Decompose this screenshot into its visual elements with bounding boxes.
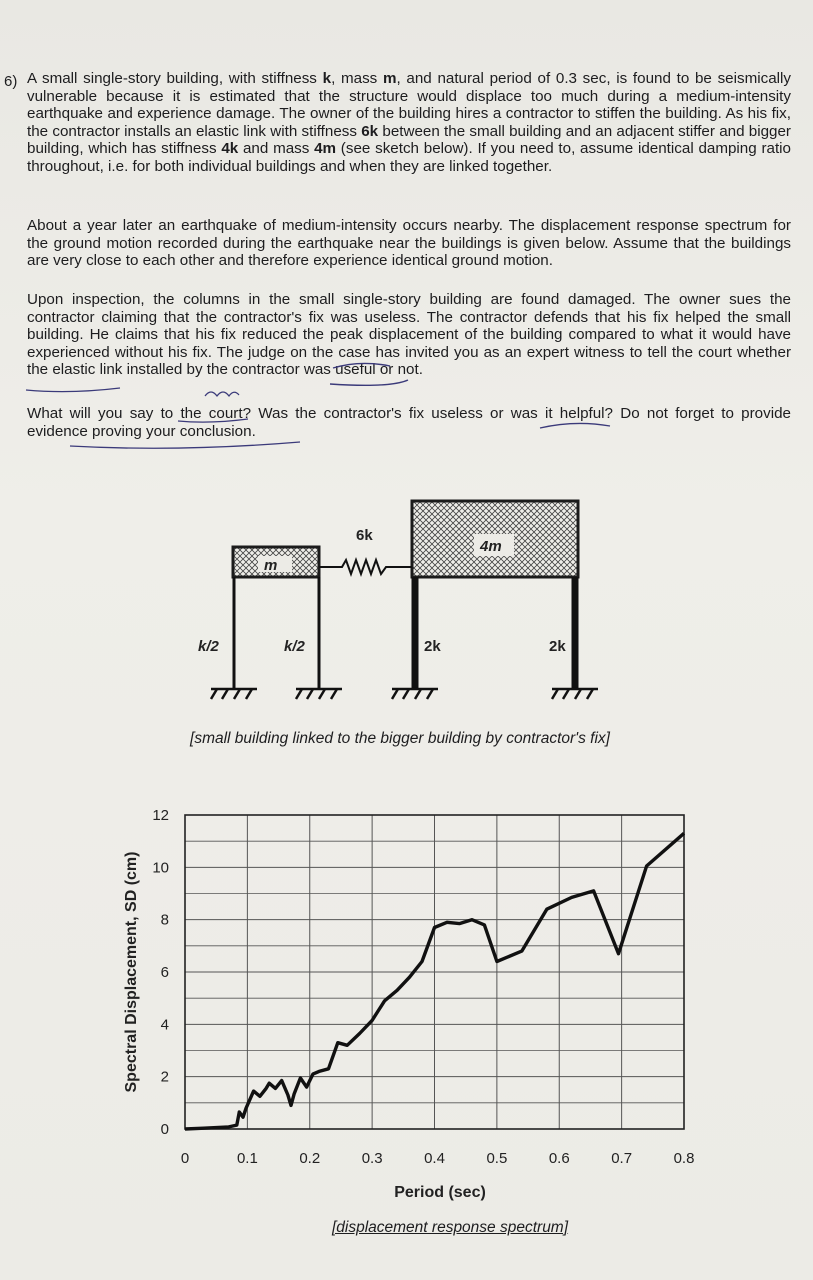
- building-sketch: [0, 490, 813, 720]
- y-tick-label: 12: [152, 807, 169, 824]
- response-spectrum-chart: [0, 790, 813, 1230]
- bold-term: m: [382, 70, 397, 87]
- y-tick-label: 2: [160, 1068, 169, 1086]
- small-mass-label: m: [264, 557, 278, 574]
- bold-term: 6k: [361, 122, 379, 140]
- tick-labels: [152, 807, 694, 1167]
- y-tick-label: 8: [160, 911, 169, 929]
- x-axis-label: Period (sec): [394, 1184, 486, 1201]
- text-run: between the small building and an adjacent stiffer and bigger building, which has stiffness: [27, 122, 791, 158]
- y-tick-label: 6: [160, 964, 169, 981]
- x-tick-label: 0.3: [361, 1150, 383, 1167]
- y-tick-label: 10: [152, 859, 169, 877]
- chart-grid: [185, 815, 684, 1129]
- text-run: , and natural period of 0.3 sec, is found to be seismically vulnerable because it is estimated that the structure would displace too much during a medium-intensity earthquake and experience damage. The owner of the building hires a contractor to stiffen the building. As his fix, the contractor installs an elastic link with stiffness: [27, 70, 791, 140]
- small-right-stiffness-label: k/2: [284, 638, 305, 655]
- y-tick-label: 0: [160, 1121, 169, 1138]
- x-tick-label: 0.6: [548, 1150, 570, 1167]
- chart-caption: [displacement response spectrum]: [331, 1219, 569, 1236]
- question-number: 6): [4, 73, 18, 90]
- text-run: and mass: [238, 140, 315, 158]
- x-tick-label: 0.5: [486, 1150, 508, 1167]
- paragraph-question: What will you say to the court? Was the contractor's fix useless or was it helpful? Do not forget to provide evidence proving your conclusion.: [27, 405, 791, 440]
- link-stiffness-label: 6k: [356, 527, 373, 544]
- text-run: , mass: [331, 70, 383, 87]
- text-run: A small single-story building, with stiffness: [27, 70, 323, 87]
- x-tick-label: 0.7: [611, 1150, 633, 1167]
- fixed-supports: [211, 689, 598, 699]
- x-tick-label: 0: [180, 1150, 190, 1167]
- small-left-stiffness-label: k/2: [198, 638, 219, 655]
- spring-link: [319, 560, 412, 574]
- large-right-stiffness-label: 2k: [549, 638, 566, 655]
- large-mass-label: 4m: [480, 538, 502, 555]
- bold-term: 4k: [221, 140, 239, 158]
- paragraph-problem-statement: [27, 70, 791, 176]
- x-tick-label: 0.8: [673, 1150, 695, 1167]
- large-left-stiffness-label: 2k: [424, 638, 441, 655]
- text-run: (see sketch below). If you need to, assume identical damping ratio throughout, i.e. for both individual buildings and when they are linked together.: [27, 140, 791, 175]
- x-tick-label: 0.2: [299, 1150, 321, 1167]
- paragraph-lawsuit: Upon inspection, the columns in the small single-story building are found damaged. The owner sues the contractor claiming that the contractor's fix was useless. The contractor defends that his fix helped the small building. He claims that his fix reduced the peak displacement of the building compared to what it would have experienced without his fix. The judge on the case has invited you as an expert witness to tell the court whether the elastic link installed by the contractor was useful or not.: [27, 291, 791, 379]
- y-axis-label: Spectral Displacement, SD (cm): [123, 851, 140, 1093]
- bold-term: k: [322, 70, 332, 87]
- sketch-caption: [small building linked to the bigger building by contractor's fix]: [190, 730, 610, 747]
- bold-term: 4m: [314, 140, 337, 158]
- x-tick-label: 0.1: [236, 1150, 258, 1167]
- paragraph-earthquake: About a year later an earthquake of medium-intensity occurs nearby. The displacement response spectrum for the ground motion recorded during the earthquake near the buildings is given below. Assume that the buildings are very close to each other and therefore experience identical ground motion.: [27, 217, 791, 270]
- y-tick-label: 4: [160, 1016, 169, 1034]
- x-tick-label: 0.4: [424, 1150, 445, 1167]
